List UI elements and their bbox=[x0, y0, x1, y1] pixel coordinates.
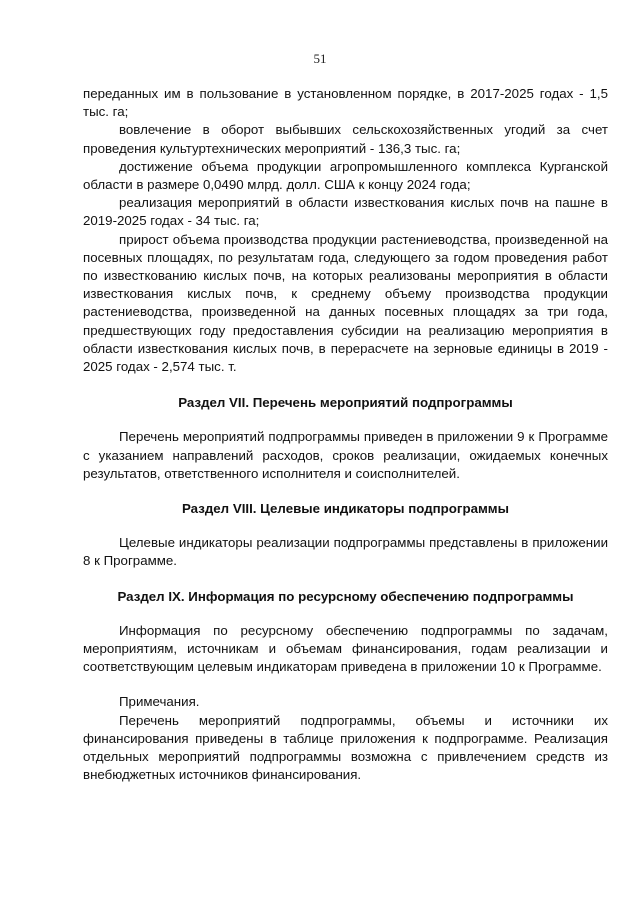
notes-text: Перечень мероприятий подпрограммы, объемы и источники их финансирования приведены в таблице приложения к подпрограмме. Реализация отдельных мероприятий подпрограммы возможна с привлечением средств из внебюджетных источников финансирования. bbox=[83, 712, 608, 783]
section-9-text: Информация по ресурсному обеспечению подпрограммы по задачам, мероприятиям, источникам и объемам финансирования, годам реализации и соответствующим целевым индикаторам приведена в приложении 10 к Программе. bbox=[83, 622, 608, 675]
section-7-heading: Раздел VII. Перечень мероприятий подпрограммы bbox=[178, 395, 513, 411]
paragraph-indicator-growth: прирост объема производства продукции растениеводства, произведенной на посевных площадях, по результатам года, следующего за годом проведения работ по известкованию кислых почв, на которых реализованы мероприятия в области известкования кислых почв, к среднему объему производства продукции растениеводства, произведенной на данных посевных площадях за три года, предшествующих году предоставления субсидии на реализацию мероприятия в области известкования кислых почв, в перерасчете на зерновые единицы в 2019 - 2025 годах - 2,574 тыс. т. bbox=[83, 231, 608, 375]
paragraph-continued: переданных им в пользование в установленном порядке, в 2017-2025 годах - 1,5 тыс. га; bbox=[83, 86, 608, 120]
notes-title: Примечания. bbox=[119, 694, 200, 710]
section-9-heading: Раздел IX. Информация по ресурсному обеспечению подпрограммы bbox=[117, 588, 574, 604]
section-8-text: Целевые индикаторы реализации подпрограммы представлены в приложении 8 к Программе. bbox=[83, 535, 608, 569]
document-body bbox=[83, 85, 608, 785]
paragraph-indicator-production: достижение объема продукции агропромышленного комплекса Курганской области в размере 0,0490 млрд. долл. США к концу 2024 года; bbox=[83, 158, 608, 193]
section-7-text: Перечень мероприятий подпрограммы приведен в приложении 9 к Программе с указанием направлений расходов, сроков реализации, ожидаемых конечных результатов, ответственного исполнителя и соисполнителей. bbox=[83, 429, 608, 481]
paragraph-indicator-liming: реализация мероприятий в области известкования кислых почв на пашне в 2019-2025 годах - 34 тыс. га; bbox=[83, 195, 608, 229]
section-8-heading: Раздел VIII. Целевые индикаторы подпрограммы bbox=[181, 501, 509, 517]
page-number: 51 bbox=[313, 51, 327, 66]
paragraph-indicator-land: вовлечение в оборот выбывших сельскохозяйственных угодий за счет проведения культуртехнических мероприятий - 136,3 тыс. га; bbox=[83, 122, 608, 156]
